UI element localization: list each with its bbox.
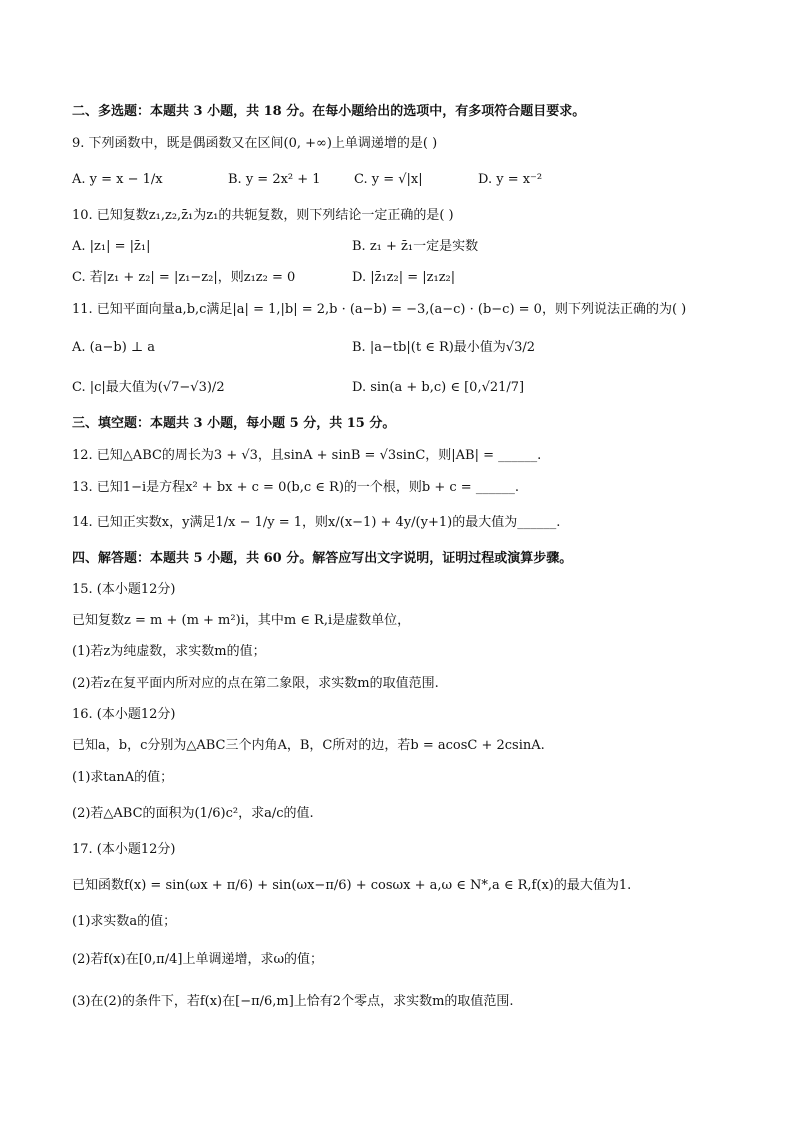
question-9-option-a: A. y = x − 1/x	[72, 172, 163, 187]
question-13: 13. 已知1−i是方程x² + bx + c = 0(b,c ∈ R)的一个根，则b + c = ______.	[72, 480, 519, 495]
question-17-title: 17. (本小题12分)	[72, 842, 176, 857]
question-17-part-3: (3)在(2)的条件下，若f(x)在[−π/6,m]上恰有2个零点，求实数m的取值范围.	[72, 994, 514, 1009]
question-11-option-a: A. (a−b) ⊥ a	[72, 340, 156, 355]
question-14: 14. 已知正实数x，y满足1/x − 1/y = 1，则x/(x−1) + 4y/(y+1)的最大值为______.	[72, 515, 561, 530]
question-10-option-b: B. z₁ + z̄₁一定是实数	[352, 239, 479, 254]
question-16-part-1: (1)求tanA的值；	[72, 770, 174, 785]
question-11-option-d: D. sin(a + b,c) ∈ [0,√21/7]	[352, 380, 525, 395]
question-11-stem: 11. 已知平面向量a,b,c满足|a| = 1,|b| = 2,b · (a−b) = −3,(a−c) · (b−c) = 0，则下列说法正确的为( )	[72, 302, 687, 317]
question-10-option-a: A. |z₁| = |z̄₁|	[72, 239, 151, 254]
section-heading-solutions: 四、解答题：本题共 5 小题，共 60 分。解答应写出文字说明，证明过程或演算步骤。	[72, 551, 573, 566]
question-16-title: 16. (本小题12分)	[72, 707, 176, 722]
question-15-part-1: (1)若z为纯虚数，求实数m的值；	[72, 644, 266, 659]
question-11-option-b: B. |a−tb|(t ∈ R)最小值为√3/2	[352, 340, 536, 355]
question-15-stem: 已知复数z = m + (m + m²)i，其中m ∈ R,i是虚数单位，	[72, 613, 411, 628]
question-16-part-2: (2)若△ABC的面积为(1/6)c²，求a/c的值.	[72, 806, 314, 821]
section-heading-fill-in: 三、填空题：本题共 3 小题，每小题 5 分，共 15 分。	[72, 416, 396, 431]
question-9-option-c: C. y = √|x|	[354, 172, 423, 187]
question-16-stem: 已知a，b，c分别为△ABC三个内角A，B，C所对的边，若b = acosC + 2csinA.	[72, 738, 545, 753]
question-17-stem: 已知函数f(x) = sin(ωx + π/6) + sin(ωx−π/6) + cosωx + a,ω ∈ N*,a ∈ R,f(x)的最大值为1.	[72, 878, 632, 893]
question-17-part-1: (1)求实数a的值；	[72, 914, 177, 929]
question-15-part-2: (2)若z在复平面内所对应的点在第二象限，求实数m的取值范围.	[72, 676, 439, 691]
question-9-option-b: B. y = 2x² + 1	[228, 172, 321, 187]
question-9-option-d: D. y = x⁻²	[478, 172, 543, 187]
question-11-option-c: C. |c|最大值为(√7−√3)/2	[72, 380, 225, 395]
question-10-option-c: C. 若|z₁ + z₂| = |z₁−z₂|，则z₁z₂ = 0	[72, 270, 296, 285]
question-10-option-d: D. |z̄₁z₂| = |z₁z₂|	[352, 270, 456, 285]
question-9-stem: 9. 下列函数中，既是偶函数又在区间(0, +∞)上单调递增的是( )	[72, 136, 438, 151]
question-17-part-2: (2)若f(x)在[0,π/4]上单调递增，求ω的值；	[72, 952, 324, 967]
section-heading-multiple-choice: 二、多选题：本题共 3 小题，共 18 分。在每小题给出的选项中，有多项符合题目要求。	[72, 104, 586, 119]
question-15-title: 15. (本小题12分)	[72, 582, 176, 597]
question-10-stem: 10. 已知复数z₁,z₂,z̄₁为z₁的共轭复数，则下列结论一定正确的是( )	[72, 208, 454, 223]
question-12: 12. 已知△ABC的周长为3 + √3，且sinA + sinB = √3sinC，则|AB| = ______.	[72, 448, 542, 463]
